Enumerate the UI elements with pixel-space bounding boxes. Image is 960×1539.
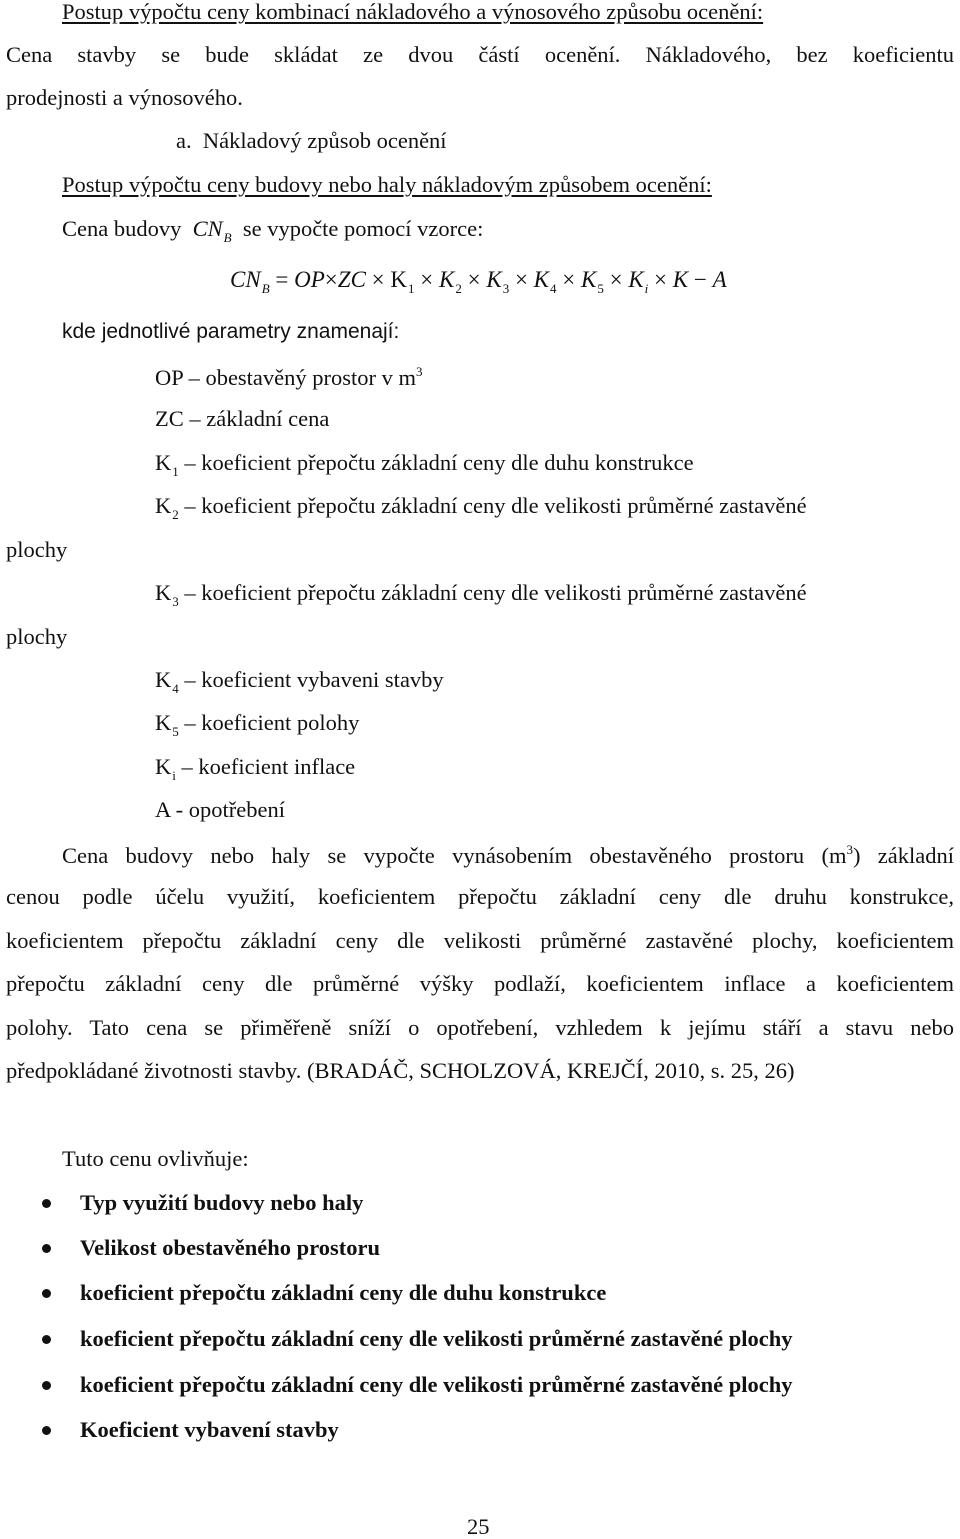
formula-k4: K: [533, 267, 550, 292]
page-number: 25: [467, 1514, 490, 1539]
param-text: – koeficient přepočtu základní ceny dle velikosti průměrné zastavěné: [184, 580, 807, 605]
influences-intro: Tuto cenu ovlivňuje:: [62, 1146, 249, 1171]
influence-item: koeficient přepočtu základní ceny dle velikosti průměrné zastavěné plochy: [80, 1372, 793, 1397]
param-sub: 5: [172, 724, 179, 739]
bullet: [42, 1426, 51, 1435]
section-title: [176, 130, 447, 153]
times-symbol: ×: [420, 267, 434, 292]
bullet: [42, 1199, 51, 1208]
formula-zc: ZC: [337, 267, 366, 292]
combined-method-heading: Postup výpočtu ceny kombinací nákladového a výnosového způsobu ocenění:: [62, 0, 764, 24]
param-ki: [155, 756, 355, 782]
formula-a: A: [712, 267, 727, 292]
bullet: [42, 1335, 51, 1344]
param-key: OP: [155, 365, 183, 390]
times-symbol: ×: [562, 267, 576, 292]
params-intro: kde jednotlivé parametry znamenají:: [62, 320, 400, 343]
influence-item: Velikost obestavěného prostoru: [80, 1235, 381, 1260]
param-key: K: [155, 754, 172, 779]
param-k2: [155, 495, 807, 521]
param-sub: i: [172, 768, 176, 783]
bullet: [42, 1244, 51, 1253]
paragraph-line-4: přepočtu základní ceny dle průměrné výšky podlaží, koeficientem inflace a koeficientem: [6, 971, 954, 996]
param-sub: 2: [172, 507, 179, 522]
formula-k5: K: [581, 267, 597, 292]
times-symbol: ×: [324, 267, 338, 292]
formula-k3: K: [486, 267, 502, 292]
times-symbol: ×: [514, 267, 528, 292]
param-k2-wrap: plochy: [6, 537, 68, 562]
param-k4: [155, 669, 444, 695]
formula-ki-sub: i: [644, 281, 649, 296]
paragraph-sup: 3: [846, 842, 853, 857]
param-text: – koeficient inflace: [181, 754, 356, 779]
formula-intro-before: Cena budovy: [62, 216, 182, 241]
formula-minus: −: [693, 267, 707, 292]
formula-intro: [62, 218, 483, 244]
param-text: – koeficient přepočtu základní ceny dle velikosti průměrné zastavěné: [184, 493, 807, 518]
paragraph-text: ) základní: [852, 843, 954, 868]
param-key: ZC: [155, 406, 184, 431]
bullet: [42, 1381, 51, 1390]
param-a: A - opotřebení: [155, 797, 285, 822]
param-text: – základní cena: [189, 406, 330, 431]
section-title-text: Nákladový způsob ocenění: [202, 128, 447, 153]
param-key: K: [155, 580, 172, 605]
param-zc: [155, 408, 329, 431]
formula-lhs-sub: B: [261, 281, 270, 296]
bullet: [42, 1289, 51, 1298]
influence-item: koeficient přepočtu základní ceny dle velikosti průměrné zastavěné plochy: [80, 1326, 793, 1351]
paragraph-line-2: cenou podle účelu využití, koeficientem přepočtu základní ceny dle druhu konstrukce,: [6, 884, 954, 909]
formula-eq: =: [275, 267, 289, 292]
paragraph-line-6: předpokládané životnosti stavby. (BRADÁČ, SCHOLZOVÁ, KREJČÍ, 2010, s. 25, 26): [6, 1058, 795, 1083]
times-symbol: ×: [654, 267, 668, 292]
paragraph-line-3: koeficientem přepočtu základní ceny dle velikosti průměrné zastavěné plochy, koeficientem: [6, 928, 954, 953]
formula-k1-sub: 1: [408, 281, 415, 296]
paragraph-line-5: polohy. Tato cena se přiměřeně sníží o opotřebení, vzhledem k jejímu stáří a stavu nebo: [6, 1015, 954, 1040]
param-key: K: [155, 667, 172, 692]
times-symbol: ×: [371, 267, 385, 292]
param-key: K: [155, 493, 172, 518]
times-symbol: ×: [609, 267, 623, 292]
param-key: K: [155, 710, 172, 735]
param-text: – obestavěný prostor v m: [188, 365, 417, 390]
section-marker: a.: [176, 128, 192, 153]
formula-k3-sub: 3: [502, 281, 510, 296]
formula: [230, 268, 727, 295]
formula-k4-sub: 4: [550, 281, 557, 296]
formula-k1: K: [390, 267, 408, 292]
paragraph-text: Cena budovy nebo haly se vypočte vynásobením obestavěného prostoru (m: [62, 843, 847, 868]
param-sup: 3: [416, 364, 423, 379]
param-sub: 3: [172, 594, 179, 609]
formula-intro-symbol-sub: B: [223, 230, 232, 245]
param-sub: 4: [172, 681, 179, 696]
cost-method-subheading: Postup výpočtu ceny budovy nebo haly nákladovým způsobem ocenění:: [62, 172, 712, 197]
times-symbol: ×: [467, 267, 481, 292]
paragraph-line-1: [6, 843, 954, 868]
formula-k5-sub: 5: [597, 281, 604, 296]
formula-intro-symbol: CN: [192, 216, 223, 241]
influence-item: Typ využití budovy nebo haly: [80, 1190, 364, 1215]
param-key: K: [155, 450, 172, 475]
intro-line-2: prodejnosti a výnosového.: [6, 85, 243, 110]
influence-item: Koeficient vybavení stavby: [80, 1417, 339, 1442]
param-k1: [155, 452, 694, 478]
formula-k: K: [672, 267, 689, 292]
param-text: – koeficient přepočtu základní ceny dle duhu konstrukce: [184, 450, 694, 475]
param-k5: [155, 712, 359, 738]
formula-lhs: CN: [230, 267, 261, 292]
param-k3-wrap: plochy: [6, 624, 68, 649]
param-text: – koeficient polohy: [184, 710, 360, 735]
formula-ki: K: [628, 267, 644, 292]
param-k3: [155, 582, 807, 608]
formula-intro-after: se vypočte pomocí vzorce:: [242, 216, 484, 241]
intro-line-1: Cena stavby se bude skládat ze dvou částí ocenění. Nákladového, bez koeficientu: [6, 42, 954, 67]
formula-k2: K: [439, 267, 455, 292]
param-sub: 1: [172, 464, 179, 479]
param-op: [155, 365, 423, 390]
formula-op: OP: [294, 267, 325, 292]
formula-k2-sub: 2: [455, 281, 462, 296]
param-text: – koeficient vybaveni stavby: [184, 667, 444, 692]
influence-item: koeficient přepočtu základní ceny dle duhu konstrukce: [80, 1280, 607, 1305]
